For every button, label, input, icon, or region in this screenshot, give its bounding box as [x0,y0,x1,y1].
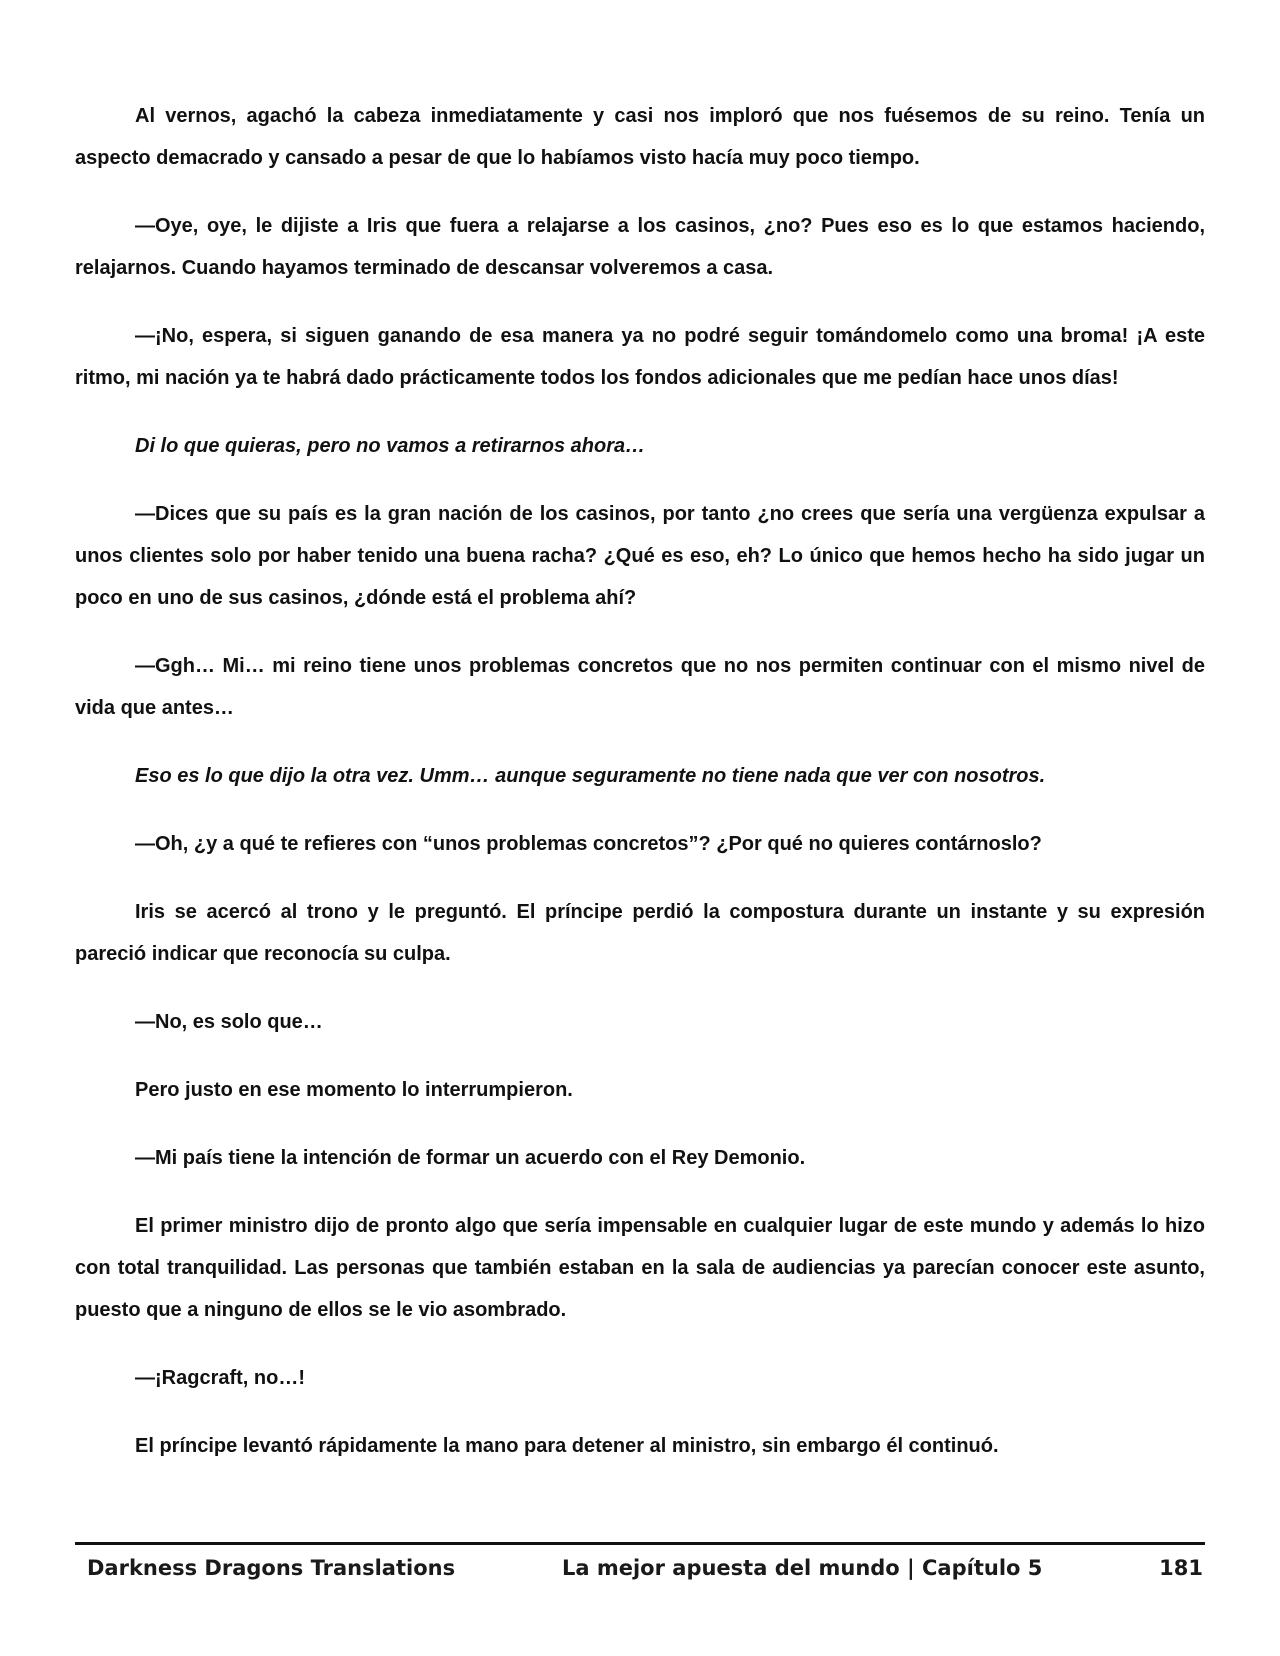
paragraph-15: El príncipe levantó rápidamente la mano para detener al ministro, sin embargo él continuó. [135,1435,999,1457]
paragraph-8: —Oh, ¿y a qué te refieres con “unos problemas concretos”? ¿Por qué no quieres contárnoslo? [135,833,1042,855]
footer-translator-credit: Darkness Dragons Translations [87,1556,456,1580]
footer-divider [75,1542,1205,1545]
paragraph-5: —Dices que su país es la gran nación de los casinos, por tanto ¿no crees que sería una vergüenza expulsar a unos clientes solo por haber tenido una buena racha? ¿Qué es eso, eh? Lo único que hemos hecho ha sido jugar un poco en uno de sus casinos, ¿dónde está el problema ahí? [75,503,1205,609]
paragraph-14: —¡Ragcraft, no…! [135,1367,305,1389]
paragraph-9: Iris se acercó al trono y le preguntó. El príncipe perdió la compostura durante un instante y su expresión pareció indicar que reconocía su culpa. [75,901,1205,965]
page-footer [75,1552,1205,1588]
paragraph-11: Pero justo en ese momento lo interrumpieron. [135,1079,573,1101]
footer-chapter-title: La mejor apuesta del mundo | Capítulo 5 [562,1556,1043,1580]
footer-page-number: 181 [1159,1556,1203,1580]
paragraph-1: Al vernos, agachó la cabeza inmediatamente y casi nos imploró que nos fuésemos de su reino. Tenía un aspecto demacrado y cansado a pesar de que lo habíamos visto hacía muy poco tiempo. [75,105,1205,169]
paragraph-3: —¡No, espera, si siguen ganando de esa manera ya no podré seguir tomándomelo como una broma! ¡A este ritmo, mi nación ya te habrá dado prácticamente todos los fondos adicionales que me pedían hace unos días! [75,325,1205,389]
paragraph-2: —Oye, oye, le dijiste a Iris que fuera a relajarse a los casinos, ¿no? Pues eso es lo que estamos haciendo, relajarnos. Cuando hayamos terminado de descansar volveremos a casa. [75,215,1205,279]
paragraph-7: Eso es lo que dijo la otra vez. Umm… aunque seguramente no tiene nada que ver con nosotros. [135,765,1046,787]
page-body [75,95,1205,1493]
paragraph-6: —Ggh… Mi… mi reino tiene unos problemas concretos que no nos permiten continuar con el mismo nivel de vida que antes… [75,655,1205,719]
paragraph-12: —Mi país tiene la intención de formar un acuerdo con el Rey Demonio. [135,1147,806,1169]
paragraph-10: —No, es solo que… [135,1011,323,1033]
paragraph-13: El primer ministro dijo de pronto algo que sería impensable en cualquier lugar de este mundo y además lo hizo con total tranquilidad. Las personas que también estaban en la sala de audiencias ya parecían conocer este asunto, puesto que a ninguno de ellos se le vio asombrado. [75,1215,1205,1321]
paragraph-4: Di lo que quieras, pero no vamos a retirarnos ahora… [135,435,646,457]
